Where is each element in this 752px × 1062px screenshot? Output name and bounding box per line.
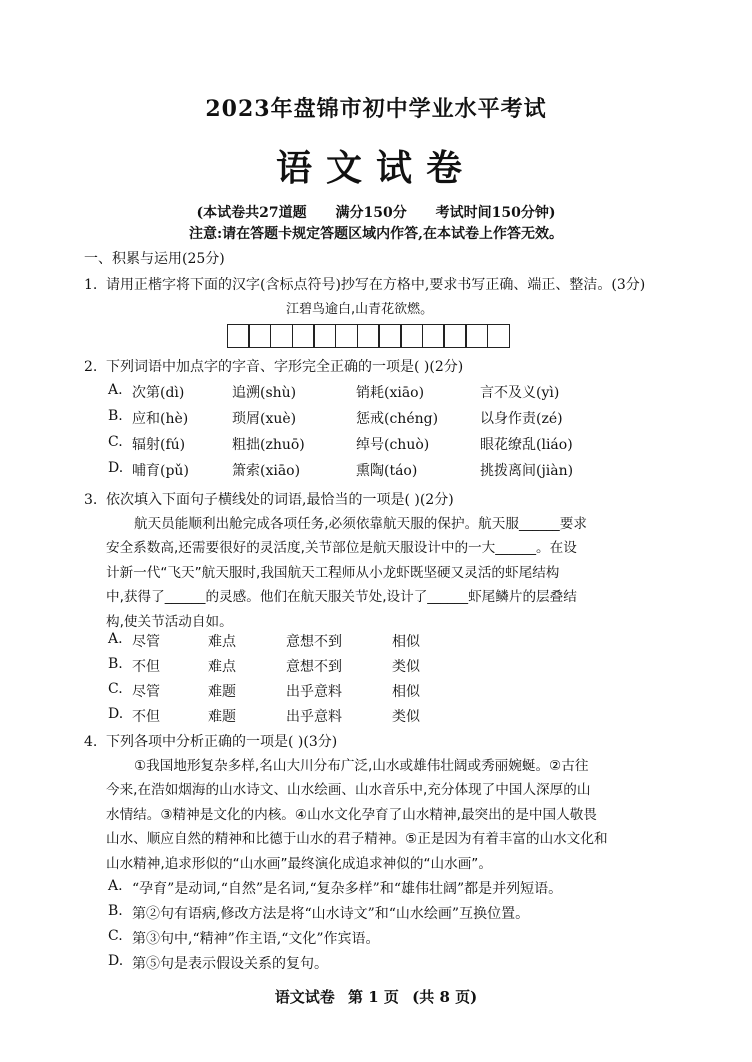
option-word: 绰号(chuò) bbox=[356, 437, 430, 453]
passage-line: 安全系数高,还需要很好的灵活度,关节部位是航天服设计中的一大______。在设 bbox=[106, 540, 577, 557]
question-stem: 请用正楷字将下面的汉字(含标点符号)抄写在方格中,要求书写正确、端正、整洁。(3分) bbox=[106, 277, 646, 293]
poem-line: 江碧鸟逾白,山青花欲燃。 bbox=[286, 302, 434, 317]
question-number: 1. bbox=[84, 277, 98, 293]
option-word: 尽管 bbox=[132, 684, 160, 700]
option-word: 尽管 bbox=[132, 634, 160, 650]
option-word: 出乎意料 bbox=[286, 684, 342, 700]
notice: 注意:请在答题卡规定答题区域内作答,在本试卷上作答无效。 bbox=[188, 226, 564, 242]
page-footer bbox=[0, 986, 752, 1007]
option-word: 次第(dì) bbox=[132, 385, 185, 401]
option-letter: B. bbox=[108, 408, 123, 424]
option-text: 第③句中,“精神”作主语,“文化”作宾语。 bbox=[132, 931, 380, 947]
passage-line: 计新一代“飞天”航天服时,我国航天工程师从小龙虾既坚硬又灵活的虾尾结构 bbox=[106, 564, 560, 581]
option-letter: B. bbox=[108, 903, 123, 919]
option-word: 哺育(pǔ) bbox=[132, 463, 189, 479]
question-number: 3. bbox=[84, 492, 98, 508]
option-letter: A. bbox=[108, 382, 123, 398]
option-word: 言不及义(yì) bbox=[480, 385, 560, 401]
exam-info bbox=[0, 202, 752, 222]
option-word: 追溯(shù) bbox=[232, 385, 297, 401]
grid-cell bbox=[292, 324, 315, 348]
option-word: 以身作责(zé) bbox=[480, 411, 563, 427]
grid-cell bbox=[422, 324, 445, 348]
option-word: 意想不到 bbox=[286, 659, 342, 675]
option-letter: A. bbox=[108, 878, 123, 894]
option-letter: A. bbox=[108, 631, 123, 647]
question-4 bbox=[84, 731, 337, 751]
passage-4 bbox=[106, 754, 666, 876]
option-word: 熏陶(táo) bbox=[356, 463, 418, 479]
option-word: 应和(hè) bbox=[132, 411, 189, 427]
grid-cell bbox=[487, 324, 510, 348]
option-word: 销耗(xiāo) bbox=[356, 385, 425, 401]
option-word: 眼花缭乱(liáo) bbox=[480, 437, 573, 453]
option-letter: D. bbox=[108, 706, 124, 722]
grid-cell bbox=[357, 324, 380, 348]
option-letter: D. bbox=[108, 953, 124, 969]
passage-3 bbox=[106, 512, 666, 634]
subject-title: 语文试卷 bbox=[275, 147, 476, 189]
passage-line: 构,使关节活动自如。 bbox=[106, 613, 233, 630]
passage-line: 山水精神,追求形似的“山水画”最终演化成追求神似的“山水画”。 bbox=[106, 855, 492, 872]
grid-cell bbox=[313, 324, 336, 348]
question-stem: 依次填入下面句子横线处的词语,最恰当的一项是( )(2分) bbox=[106, 492, 454, 508]
option-word: 相似 bbox=[392, 684, 420, 700]
option-word: 琐屑(xuè) bbox=[232, 411, 297, 427]
grid-cell bbox=[400, 324, 423, 348]
option-word: 相似 bbox=[392, 634, 420, 650]
passage-line: 山水、顺应自然的精神和比德于山水的君子精神。⑤正是因为有着丰富的山水文化和 bbox=[106, 831, 608, 848]
grid-cell bbox=[248, 324, 271, 348]
option-text: 第⑤句是表示假设关系的复句。 bbox=[132, 956, 328, 972]
option-letter: C. bbox=[108, 681, 123, 697]
option-word: 出乎意料 bbox=[286, 709, 342, 725]
grid-cell bbox=[270, 324, 293, 348]
option-word: 难题 bbox=[208, 709, 236, 725]
option-word: 挑拨离间(jiàn) bbox=[480, 463, 574, 479]
option-word: 难点 bbox=[208, 634, 236, 650]
grid-cell bbox=[378, 324, 401, 348]
passage-line: 水情结。③精神是文化的内核。④山水文化孕育了山水精神,最突出的是中国人敬畏 bbox=[106, 806, 597, 823]
option-word: 不但 bbox=[132, 709, 160, 725]
question-3 bbox=[84, 489, 454, 509]
option-word: 粗拙(zhuō) bbox=[232, 437, 305, 453]
question-count: (本试卷共27道题 bbox=[196, 205, 307, 221]
passage-line: 航天员能顺利出舱完成各项任务,必须依靠航天服的保护。航天服______要求 bbox=[134, 516, 587, 532]
writing-grid bbox=[228, 324, 510, 348]
passage-line: ①我国地形复杂多样,名山大川分布广泛,山水或雄伟壮阔或秀丽婉蜒。②古往 bbox=[134, 758, 589, 774]
option-word: 辐射(fú) bbox=[132, 437, 186, 453]
option-word: 意想不到 bbox=[286, 634, 342, 650]
passage-line: 今来,在浩如烟海的山水诗文、山水绘画、山水音乐中,充分体现了中国人深厚的山 bbox=[106, 782, 591, 799]
question-number: 4. bbox=[84, 734, 98, 750]
option-letter: D. bbox=[108, 460, 124, 476]
option-word: 难点 bbox=[208, 659, 236, 675]
option-word: 不但 bbox=[132, 659, 160, 675]
question-stem: 下列词语中加点字的字音、字形完全正确的一项是( )(2分) bbox=[106, 359, 464, 375]
exam-time: 考试时间150分钟) bbox=[435, 205, 556, 221]
option-word: 箫索(xiāo) bbox=[232, 463, 301, 479]
question-number: 2. bbox=[84, 359, 98, 375]
exam-title: 2023年盘锦市初中学业水平考试 bbox=[205, 96, 547, 122]
full-score: 满分150分 bbox=[335, 205, 407, 221]
option-word: 类似 bbox=[392, 659, 420, 675]
option-letter: B. bbox=[108, 656, 123, 672]
grid-cell bbox=[443, 324, 466, 348]
option-letter: C. bbox=[108, 928, 123, 944]
section-heading: 一、积累与运用(25分) bbox=[84, 251, 225, 267]
option-text: “孕育”是动词,“自然”是名词,“复杂多样”和“雄伟壮阔”都是并列短语。 bbox=[132, 881, 563, 897]
question-1 bbox=[84, 274, 645, 294]
page-number: 第 1 页 bbox=[348, 988, 399, 1006]
question-stem: 下列各项中分析正确的一项是( )(3分) bbox=[106, 734, 338, 750]
option-word: 类似 bbox=[392, 709, 420, 725]
option-word: 难题 bbox=[208, 684, 236, 700]
passage-line: 中,获得了______的灵感。他们在航天服关节处,设计了______虾尾鳞片的层叠结 bbox=[106, 589, 577, 606]
question-2 bbox=[84, 356, 463, 376]
option-text: 第②句有语病,修改方法是将“山水诗文”和“山水绘画”互换位置。 bbox=[132, 906, 530, 922]
grid-cell bbox=[335, 324, 358, 348]
page-total: (共 8 页) bbox=[412, 988, 478, 1006]
option-letter: C. bbox=[108, 434, 123, 450]
option-word: 惩戒(chéng) bbox=[356, 411, 439, 427]
footer-subject: 语文试卷 bbox=[274, 988, 335, 1006]
grid-cell bbox=[227, 324, 250, 348]
grid-cell bbox=[465, 324, 488, 348]
